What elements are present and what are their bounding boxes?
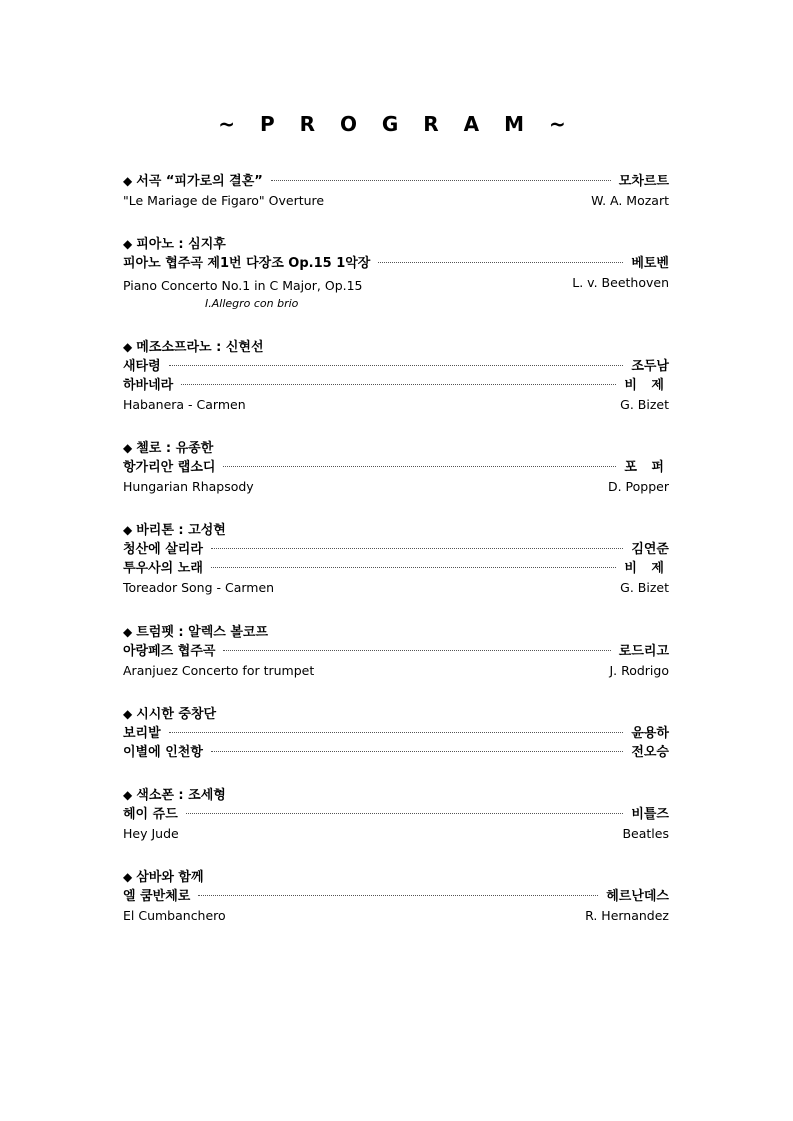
section-heading: 시시한 중창단 [136,707,217,722]
section-heading: 삼바와 함께 [136,870,204,885]
english-title-line [123,276,669,295]
program-item-samba [123,868,669,925]
program-item-piano [123,235,669,313]
section-heading: 피아노 : 심지후 [136,237,226,252]
composer-korean: 헤르난데스 [606,889,669,904]
korean-title: 피아노 협주곡 제1번 다장조 Op.15 1악장 [123,256,371,271]
dot-leader [198,895,598,896]
diamond-icon: ◆ [123,625,133,639]
dot-leader [223,466,616,467]
english-composer: W. A. Mozart [591,193,669,208]
korean-title: 새타령 [123,359,161,374]
section-heading: 첼로 : 유종한 [136,441,214,456]
english-title-line [123,395,669,414]
program-heading-line [123,172,669,191]
diamond-icon: ◆ [123,237,133,251]
composer-korean: 베토벤 [631,256,669,271]
program-item-ensemble [123,705,669,762]
dot-leader [169,365,624,366]
korean-title-line [123,642,669,661]
korean-title-line [123,357,669,376]
korean-title-line [123,540,669,559]
diamond-icon: ◆ [123,870,133,884]
composer-korean: 윤용하 [631,726,669,741]
composer-korean: 모차르트 [618,174,669,189]
composer-korean: 전오승 [631,745,669,760]
diamond-icon: ◆ [123,788,133,802]
english-title: Piano Concerto No.1 in C Major, Op.15 [123,278,363,293]
korean-title-line [123,559,669,578]
dot-leader [211,751,623,752]
korean-title: 투우사의 노래 [123,561,203,576]
korean-title: 아랑페즈 협주곡 [123,644,216,659]
korean-title: 하바네라 [123,378,174,393]
composer-korean: 포 퍼 [624,460,669,475]
diamond-icon: ◆ [123,174,133,188]
composer-korean: 비 제 [624,561,669,576]
english-title: Hungarian Rhapsody [123,479,254,494]
section-heading: 색소폰 : 조세형 [136,788,226,803]
program-item-cello [123,439,669,496]
program-item-trumpet [123,623,669,680]
korean-title: 엘 쿰반체로 [123,889,191,904]
dot-leader [271,180,611,181]
dot-leader [211,567,616,568]
program-item-overture [123,172,669,210]
korean-title-line [123,724,669,743]
dot-leader [169,732,624,733]
section-heading: 서곡 “피가로의 결혼” [136,174,263,189]
korean-title-line [123,805,669,824]
korean-title-line [123,254,669,273]
dot-leader [181,384,616,385]
dot-leader [223,650,610,651]
korean-title: 이별에 인천항 [123,745,203,760]
diamond-icon: ◆ [123,441,133,455]
english-title-line [123,191,669,210]
korean-title: 헤이 쥬드 [123,807,178,822]
english-composer: J. Rodrigo [609,663,669,678]
dot-leader [378,262,623,263]
diamond-icon: ◆ [123,523,133,537]
program-item-saxophone [123,786,669,843]
english-title-line [123,824,669,843]
program-item-baritone [123,521,669,597]
english-title-line [123,578,669,597]
english-title: Hey Jude [123,826,179,841]
english-title: Aranjuez Concerto for trumpet [123,663,315,678]
composer-korean: 로드리고 [618,644,669,659]
english-title: Toreador Song - Carmen [123,580,275,595]
english-title: El Cumbanchero [123,908,226,923]
english-title-line [123,661,669,680]
english-title: Habanera - Carmen [123,397,246,412]
korean-title-line [123,743,669,762]
english-composer: G. Bizet [620,580,669,595]
program-item-mezzo [123,338,669,414]
korean-title: 청산에 살리라 [123,542,203,557]
page-title: ~ P R O G R A M ~ [218,112,575,136]
composer-korean: 비틀즈 [631,807,669,822]
english-title: "Le Mariage de Figaro" Overture [123,193,325,208]
section-heading: 메조소프라노 : 신현선 [136,340,264,355]
korean-title-line [123,887,669,906]
composer-korean: 김연준 [631,542,669,557]
english-composer: Beatles [622,826,669,841]
movement-subtitle: I.Allegro con brio [205,297,299,310]
section-heading: 트럼펫 : 알렉스 볼코프 [136,625,269,640]
korean-title-line [123,376,669,395]
composer-korean: 비 제 [624,378,669,393]
dot-leader [211,548,623,549]
korean-title: 항가리안 랩소디 [123,460,216,475]
korean-title-line [123,458,669,477]
english-title-line [123,906,669,925]
diamond-icon: ◆ [123,707,133,721]
english-composer: L. v. Beethoven [572,275,669,290]
dot-leader [186,813,624,814]
english-composer: G. Bizet [620,397,669,412]
korean-title: 보리밭 [123,726,161,741]
english-composer: D. Popper [607,479,669,494]
english-composer: R. Hernandez [585,908,669,923]
section-heading: 바리톤 : 고성현 [136,523,226,538]
english-title-line [123,477,669,496]
composer-korean: 조두남 [631,359,669,374]
diamond-icon: ◆ [123,340,133,354]
